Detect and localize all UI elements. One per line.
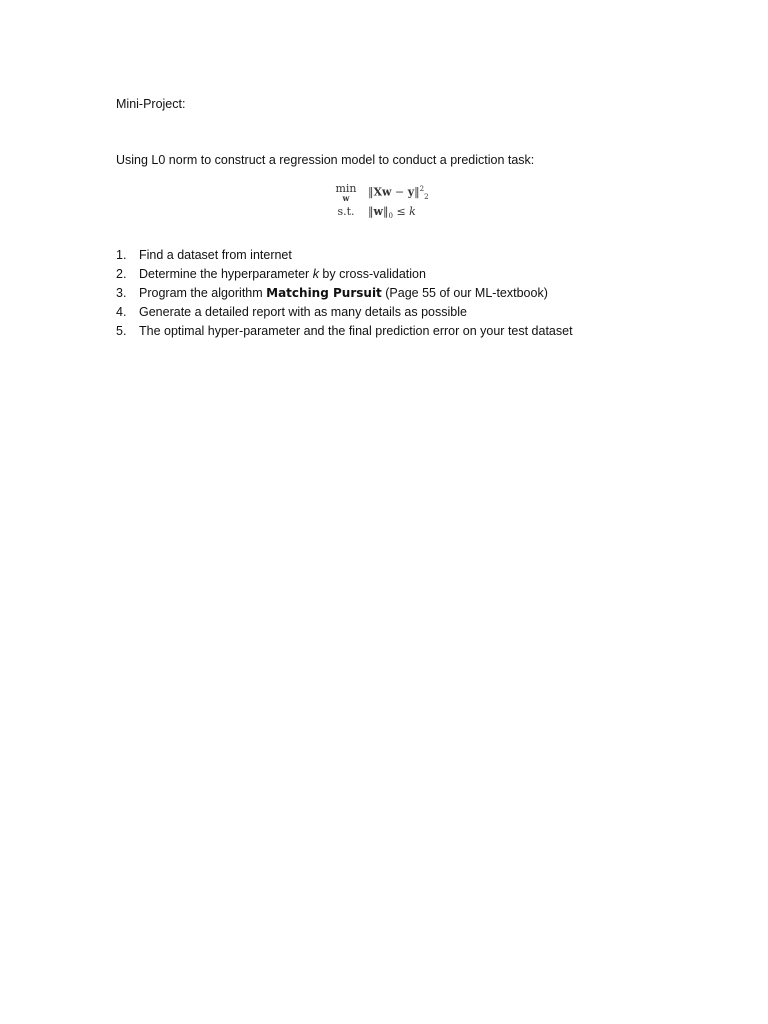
matrix-x: X [373, 185, 383, 199]
formula-objective-row [330, 182, 440, 203]
vector-w: w [382, 185, 392, 199]
l0-optimization-formula [330, 180, 440, 226]
list-item-text [139, 267, 426, 281]
vector-w: w [373, 205, 383, 218]
text-segment: (Page 55 of our ML-textbook) [381, 286, 548, 300]
text-segment: Find a dataset from internet [139, 248, 292, 262]
list-item-number: 3. [116, 286, 127, 300]
formula-min-operator: min [335, 182, 357, 195]
list-item [116, 323, 573, 342]
list-item-number: 5. [116, 324, 127, 338]
formula-st-label: s.t. [337, 205, 355, 218]
vector-y: y [407, 185, 415, 199]
list-item [116, 304, 573, 323]
list-item [116, 285, 573, 304]
minus-sign: − [391, 185, 408, 199]
k-variable: k [409, 205, 416, 218]
norm-power: 2 [419, 185, 425, 193]
norm-close: ‖ [382, 205, 389, 218]
variable-k: k [312, 267, 319, 281]
list-item-text [139, 286, 548, 300]
formula-objective [368, 182, 429, 204]
list-item-number: 4. [116, 305, 127, 319]
l0-subscript: 0 [388, 212, 393, 221]
norm-close: ‖ [414, 185, 420, 199]
text-segment: Determine the hyperparameter [139, 267, 313, 281]
text-segment: Program the algorithm [139, 286, 267, 300]
list-item-text [139, 248, 292, 262]
list-item [116, 247, 573, 266]
formula-constraint-row [330, 205, 440, 223]
intro-paragraph: Using L0 norm to construct a regression model to conduct a prediction task: [116, 153, 535, 167]
norm-open: ‖ [368, 205, 374, 218]
leq-sign: ≤ [392, 205, 410, 218]
formula-constraint [368, 205, 416, 223]
norm-open: ‖ [368, 185, 374, 199]
norm-subscript: 2 [424, 192, 429, 201]
list-item-text [139, 324, 573, 338]
text-segment: by cross-validation [318, 267, 426, 281]
list-item [116, 266, 573, 285]
formula-min-subscript: w [342, 193, 350, 203]
document-title: Mini-Project: [116, 97, 186, 111]
task-list [116, 247, 573, 342]
text-segment: The optimal hyper-parameter and the final prediction error on your test dataset [139, 324, 573, 338]
list-item-text [139, 305, 467, 319]
algorithm-name: Matching Pursuit [266, 286, 382, 300]
list-item-number: 1. [116, 248, 127, 262]
list-item-number: 2. [116, 267, 127, 281]
text-segment: Generate a detailed report with as many details as possible [139, 305, 467, 319]
